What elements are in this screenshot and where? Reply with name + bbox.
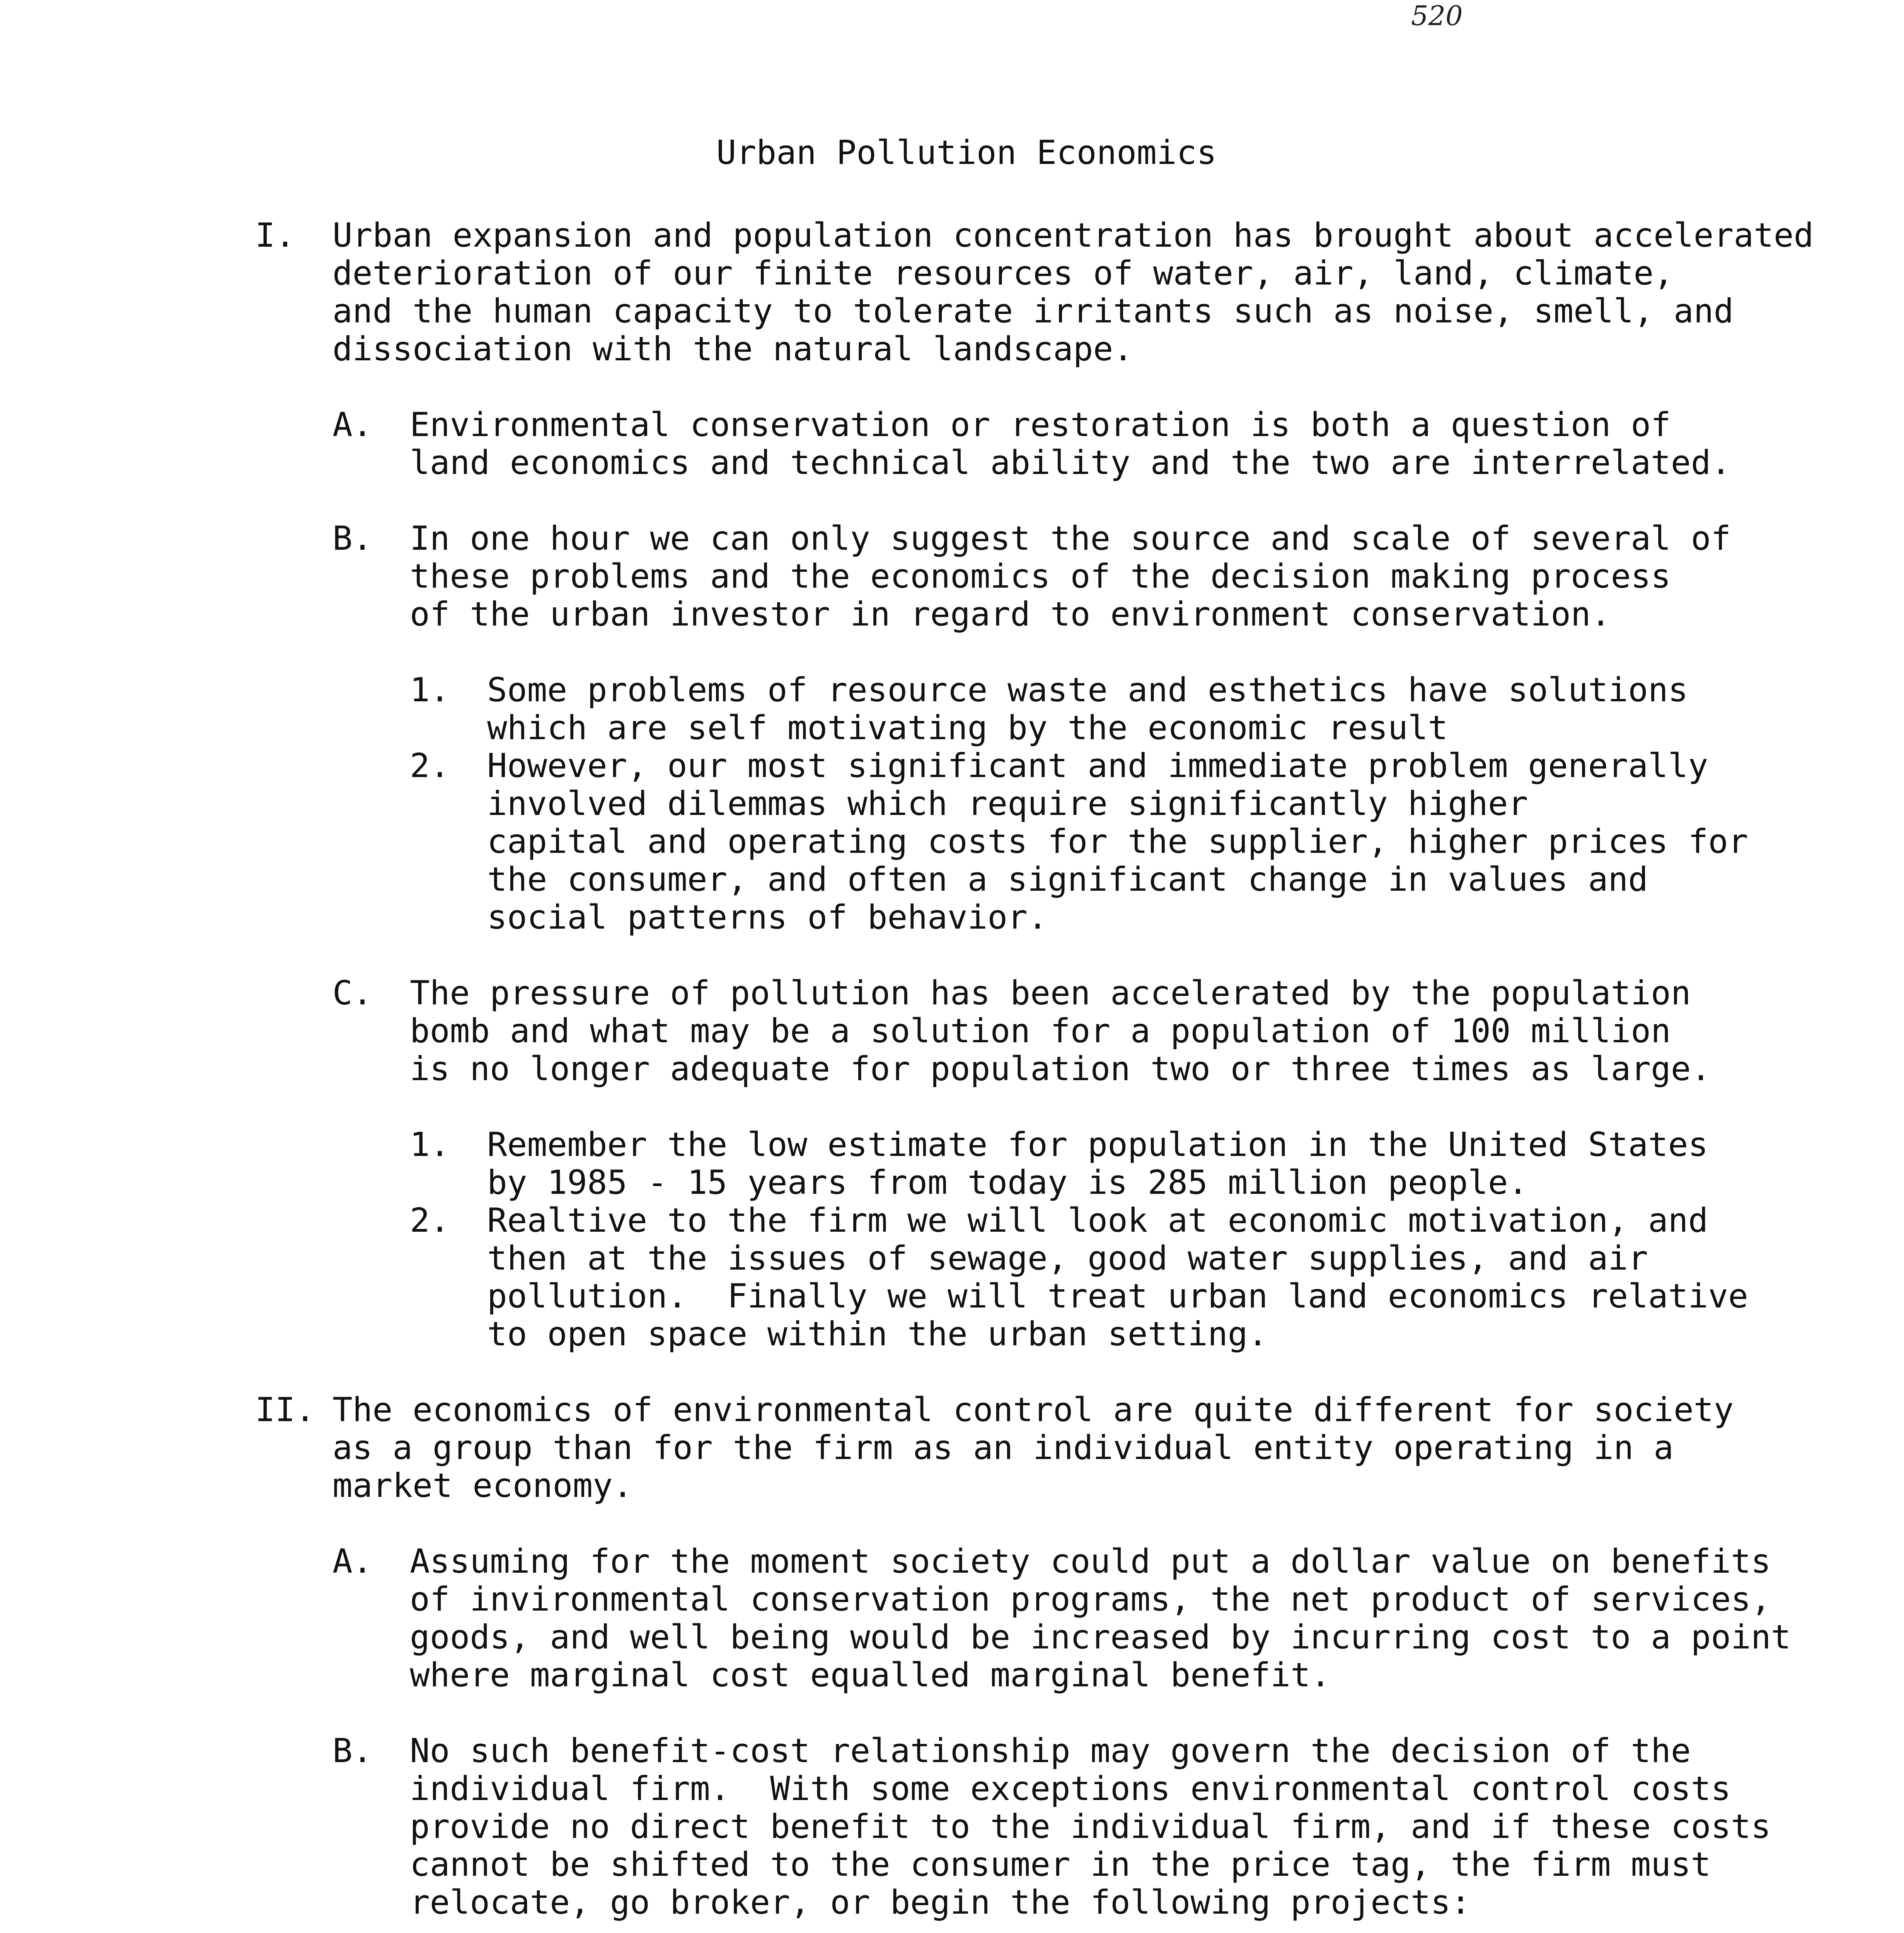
text-line: dissociation with the natural landscape. [332, 330, 1134, 368]
text-line: of invironmental conservation programs, the net product of services, [410, 1580, 1771, 1619]
text-line: social patterns of behavior. [487, 898, 1048, 937]
item-letter: A. [332, 1542, 373, 1581]
text-line: then at the issues of sewage, good water supplies, and air [487, 1239, 1648, 1278]
item-letter: B. [332, 1732, 373, 1770]
item-letter: A. [332, 406, 373, 444]
text-line: Assuming for the moment society could put a dollar value on benefits [410, 1542, 1771, 1581]
subitem-number: 2. [410, 747, 450, 785]
text-line: is no longer adequate for population two or three times as large. [410, 1050, 1711, 1088]
section-numeral: II. [255, 1391, 315, 1429]
text-line: the consumer, and often a significant change in values and [487, 860, 1648, 899]
subitem-text [487, 747, 1748, 936]
item-text [410, 520, 1731, 633]
text-line: Some problems of resource waste and esthetics have solutions [487, 671, 1688, 709]
text-line: Environmental conservation or restoration is both a question of [410, 406, 1671, 444]
text-line: The pressure of pollution has been accelerated by the population [410, 974, 1691, 1013]
text-line: provide no direct benefit to the individual firm, and if these costs [410, 1807, 1771, 1846]
item-text [410, 974, 1711, 1088]
subitem-text [487, 1202, 1748, 1353]
item-text [410, 1543, 1791, 1694]
handwritten-page-mark: 520 [1411, 0, 1463, 32]
text-line: where marginal cost equalled marginal benefit. [410, 1656, 1331, 1694]
item-letter: B. [332, 519, 373, 558]
text-line: The economics of environmental control are quite different for society [332, 1391, 1734, 1429]
subitem-text [487, 1126, 1708, 1202]
text-line: to open space within the urban setting. [487, 1315, 1268, 1353]
item-text [410, 1732, 1771, 1921]
text-line: and the human capacity to tolerate irritants such as noise, smell, and [332, 292, 1734, 331]
text-line: involved dilemmas which require significantly higher [487, 784, 1528, 823]
text-line: pollution. Finally we will treat urban land economics relative [487, 1277, 1748, 1316]
subitem-number: 1. [410, 1125, 450, 1164]
text-line: deterioration of our finite resources of water, air, land, climate, [332, 254, 1674, 293]
text-line: market economy. [332, 1466, 633, 1505]
text-line: relocate, go broker, or begin the following projects: [410, 1883, 1471, 1922]
section-text [332, 216, 1814, 368]
section-numeral: I. [255, 216, 295, 255]
text-line: Urban expansion and population concentration has brought about accelerated [332, 216, 1814, 255]
text-line: by 1985 - 15 years from today is 285 million people. [487, 1163, 1528, 1202]
page-title: Urban Pollution Economics [716, 133, 1217, 172]
text-line: individual firm. With some exceptions environmental control costs [410, 1769, 1731, 1808]
subitem-text [487, 671, 1688, 747]
text-line: which are self motivating by the economic result [487, 709, 1448, 747]
text-line: bomb and what may be a solution for a population of 100 million [410, 1012, 1671, 1050]
section-text [332, 1391, 1734, 1505]
subitem-number: 2. [410, 1201, 450, 1240]
text-line: goods, and well being would be increased by incurring cost to a point [410, 1618, 1791, 1657]
text-line: No such benefit-cost relationship may govern the decision of the [410, 1732, 1691, 1770]
text-line: However, our most significant and immediate problem generally [487, 747, 1708, 785]
text-line: land economics and technical ability and the two are interrelated. [410, 443, 1731, 482]
item-text [410, 406, 1731, 482]
text-line: as a group than for the firm as an individual entity operating in a [332, 1428, 1674, 1467]
text-line: Remember the low estimate for population in the United States [487, 1125, 1708, 1164]
item-letter: C. [332, 974, 373, 1013]
text-line: these problems and the economics of the decision making process [410, 557, 1671, 596]
text-line: cannot be shifted to the consumer in the price tag, the firm must [410, 1845, 1711, 1884]
text-line: In one hour we can only suggest the source and scale of several of [410, 519, 1731, 558]
text-line: Realtive to the firm we will look at economic motivation, and [487, 1201, 1708, 1240]
subitem-number: 1. [410, 671, 450, 709]
text-line: capital and operating costs for the supplier, higher prices for [487, 822, 1748, 861]
text-line: of the urban investor in regard to environment conservation. [410, 595, 1611, 634]
